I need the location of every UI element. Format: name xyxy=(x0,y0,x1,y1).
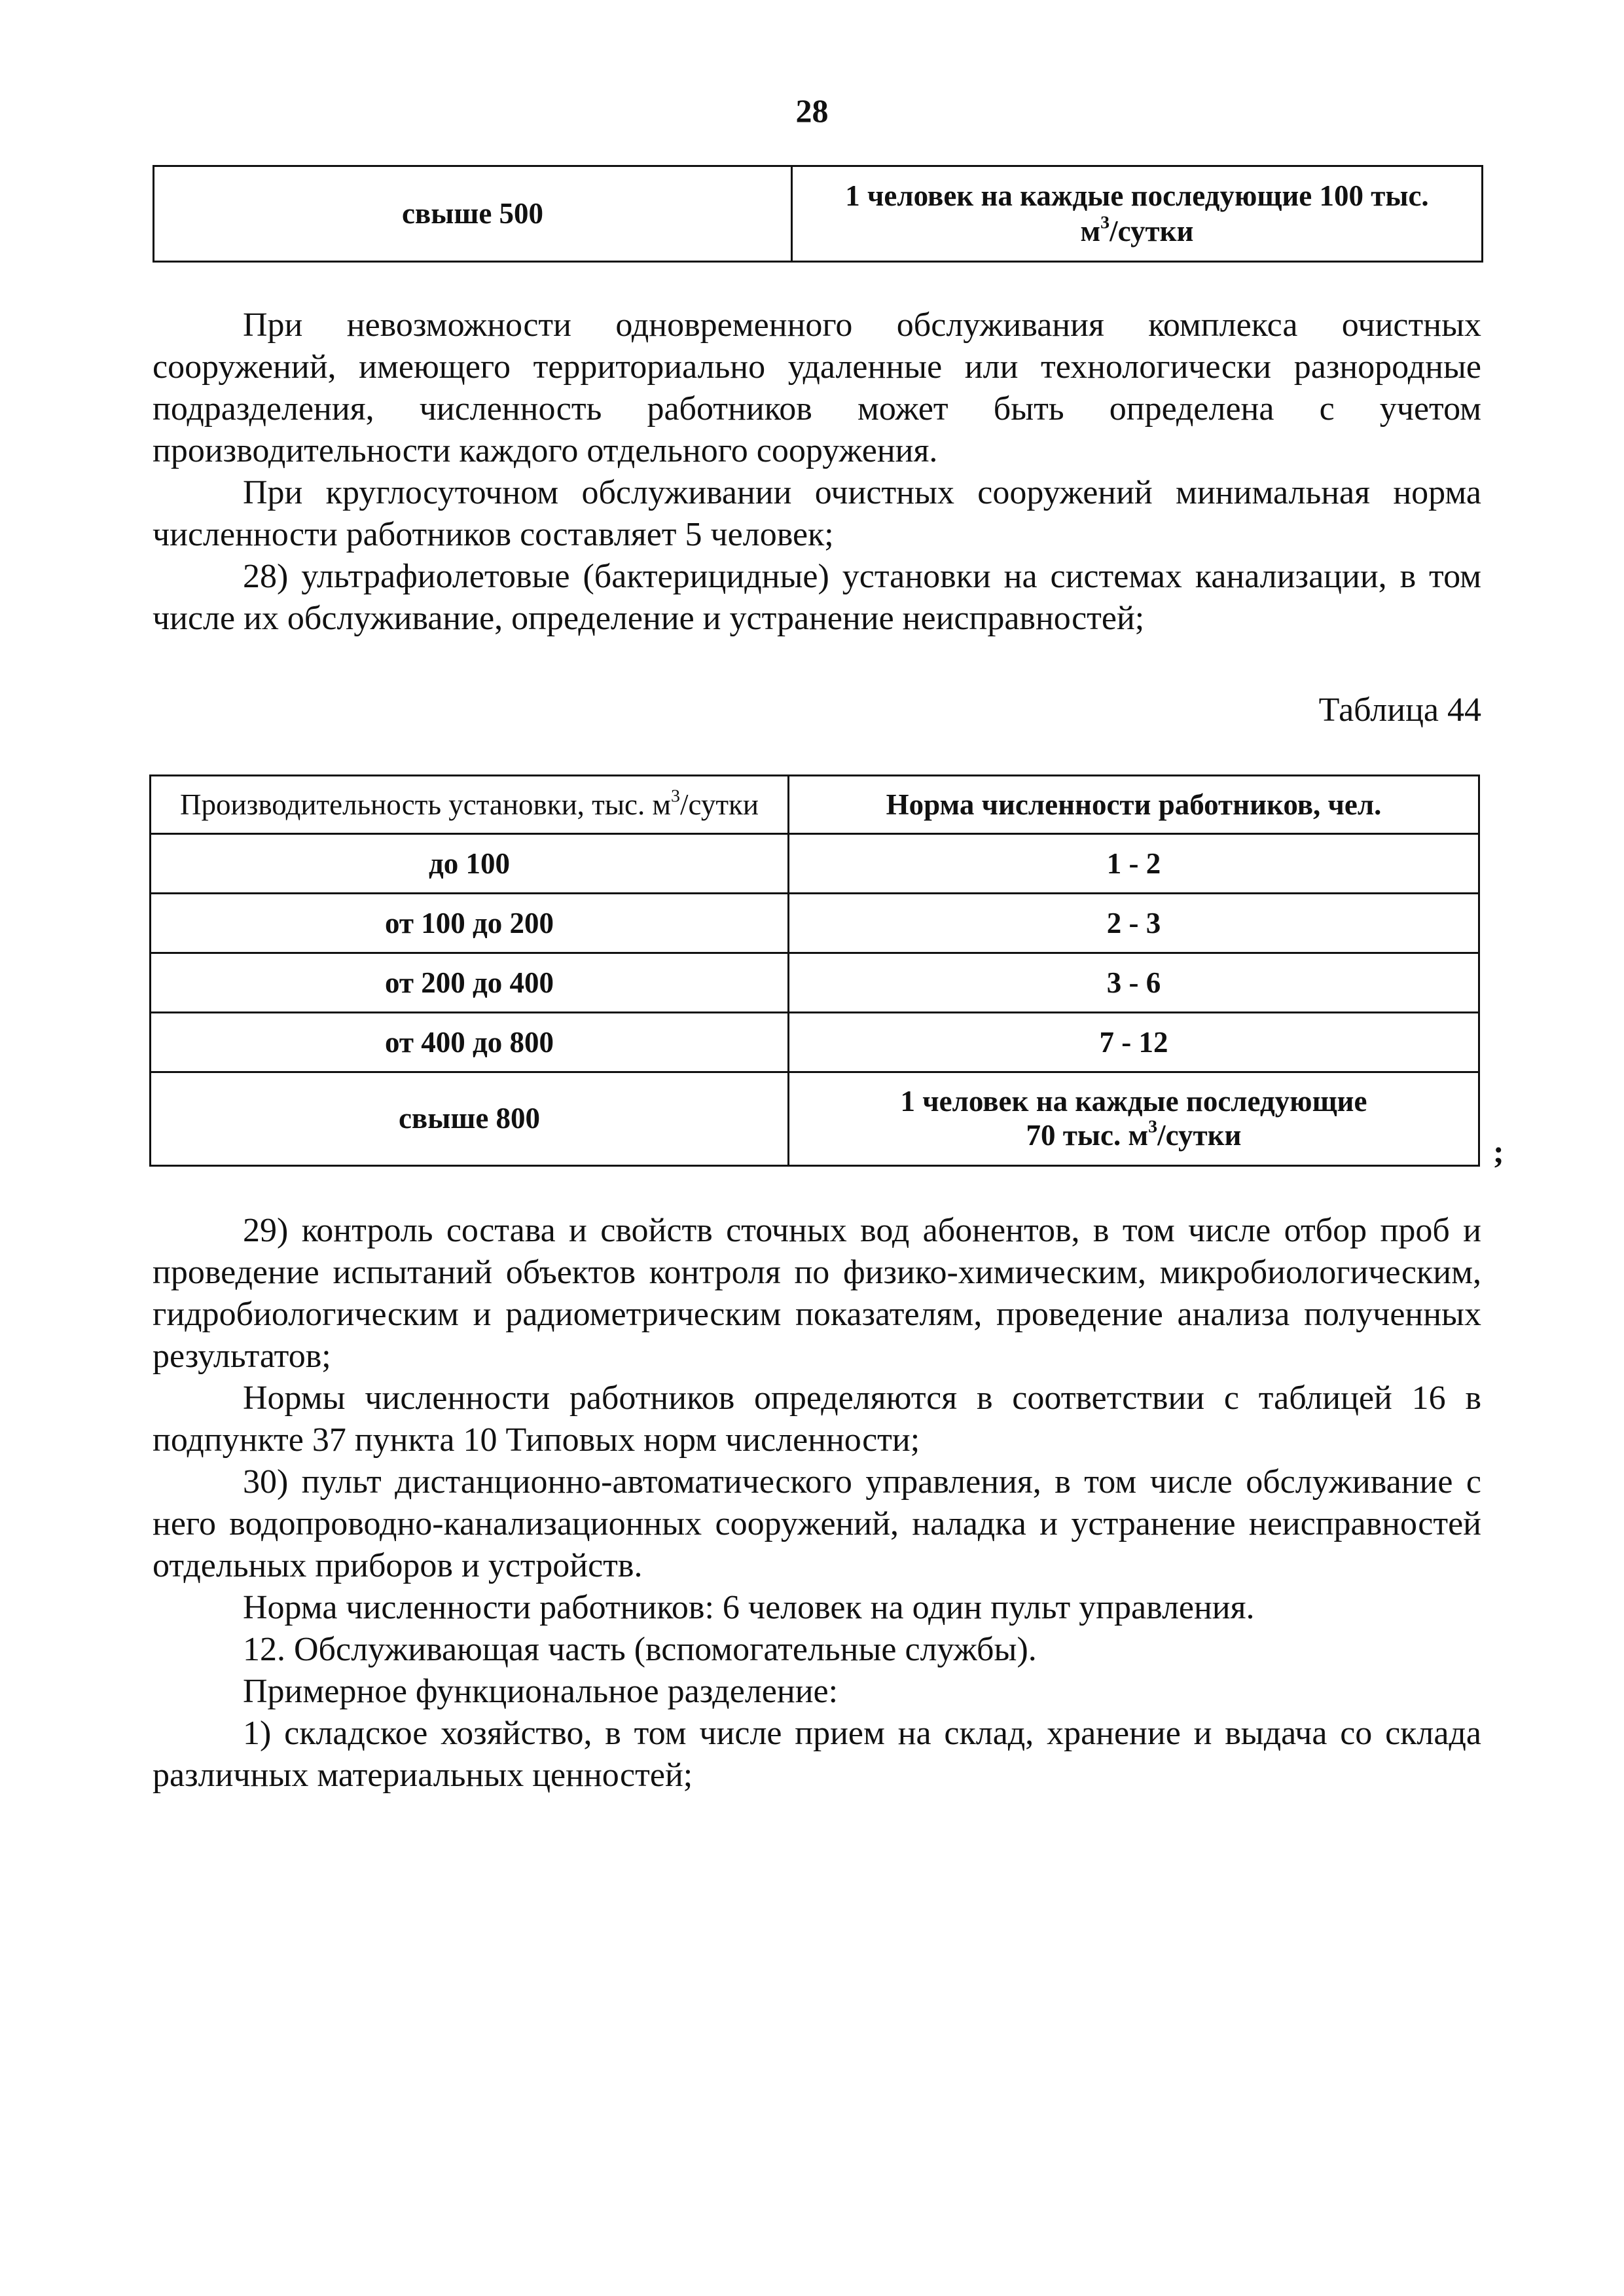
norm-cell: 2 - 3 xyxy=(789,894,1479,953)
table-header-row xyxy=(151,776,1479,834)
norm-text: 1 человек на каждые последующие xyxy=(900,1085,1367,1118)
staffing-table xyxy=(149,774,1480,1167)
capacity-cell: от 400 до 800 xyxy=(151,1013,789,1072)
header-unit-suffix: /сутки xyxy=(679,788,759,821)
table-row xyxy=(154,166,1483,262)
table-row xyxy=(151,1072,1479,1166)
paragraph: Нормы численности работников определяются в соответствии с таблицей 16 в подпункте 37 пункта 10 Типовых норм численности; xyxy=(153,1379,1481,1459)
table-row xyxy=(151,894,1479,953)
paragraph: Примерное функциональное разделение: xyxy=(243,1673,839,1710)
norm-cell xyxy=(792,166,1483,262)
page-number: 28 xyxy=(795,92,829,129)
paragraph: 1) складское хозяйство, в том числе прием на склад, хранение и выдача со склада различных материальных ценностей; xyxy=(153,1715,1481,1794)
unit-superscript: 3 xyxy=(1100,211,1110,232)
text-block-2 xyxy=(153,1210,1481,1796)
paragraph: 29) контроль состава и свойств сточных вод абонентов, в том числе отбор проб и проведение испытаний объектов контроля по физико-химическим, микробиологическим, гидробиологическим и радиометрическим показателям, проведение анализа полученных результатов; xyxy=(153,1212,1481,1375)
unit-prefix: м xyxy=(1080,214,1101,247)
capacity-cell: до 100 xyxy=(151,834,789,894)
unit-prefix: 70 тыс. м xyxy=(1026,1119,1149,1152)
norm-cell xyxy=(789,1072,1479,1166)
unit-superscript: 3 xyxy=(1148,1116,1158,1137)
header-norm: Норма численности работников, чел. xyxy=(789,776,1479,834)
capacity-cell: от 200 до 400 xyxy=(151,953,789,1013)
capacity-cell: от 100 до 200 xyxy=(151,894,789,953)
paragraph: 12. Обслуживающая часть (вспомогательные службы). xyxy=(243,1631,1037,1668)
unit-suffix: /сутки xyxy=(1110,214,1194,247)
header-capacity-text: Производительность установки, тыс. м xyxy=(180,788,672,821)
capacity-cell: свыше 800 xyxy=(151,1072,789,1166)
unit-suffix: /сутки xyxy=(1157,1119,1242,1152)
continued-table xyxy=(153,165,1483,263)
table-caption: Таблица 44 xyxy=(1318,691,1481,729)
table-row xyxy=(151,1013,1479,1072)
capacity-cell: свыше 500 xyxy=(154,166,792,262)
norm-cell: 3 - 6 xyxy=(789,953,1479,1013)
paragraph: 30) пульт дистанционно-автоматического управления, в том числе обслуживание с него водопроводно-канализационных сооружений, наладка и устранение неисправностей отдельных приборов и устройств. xyxy=(153,1463,1481,1584)
trailing-semicolon: ; xyxy=(1493,1133,1504,1170)
table-row xyxy=(151,953,1479,1013)
norm-cell: 7 - 12 xyxy=(789,1013,1479,1072)
text-block-1 xyxy=(153,304,1481,640)
paragraph: 28) ультрафиолетовые (бактерицидные) установки на системах канализации, в том числе их обслуживание, определение и устранение неисправностей; xyxy=(153,558,1481,637)
norm-cell: 1 - 2 xyxy=(789,834,1479,894)
paragraph: При круглосуточном обслуживании очистных сооружений минимальная норма численности работников составляет 5 человек; xyxy=(153,474,1481,553)
table-row xyxy=(151,834,1479,894)
header-capacity xyxy=(151,776,789,834)
header-superscript: 3 xyxy=(671,786,680,807)
paragraph: При невозможности одновременного обслуживания комплекса очистных сооружений, имеющего территориально удаленные или технологически разнородные подразделения, численность работников может быть определена с учетом производительности каждого отдельного сооружения. xyxy=(153,306,1481,469)
paragraph: Норма численности работников: 6 человек на один пульт управления. xyxy=(243,1589,1255,1626)
norm-text: 1 человек на каждые последующие 100 тыс. xyxy=(845,179,1429,213)
